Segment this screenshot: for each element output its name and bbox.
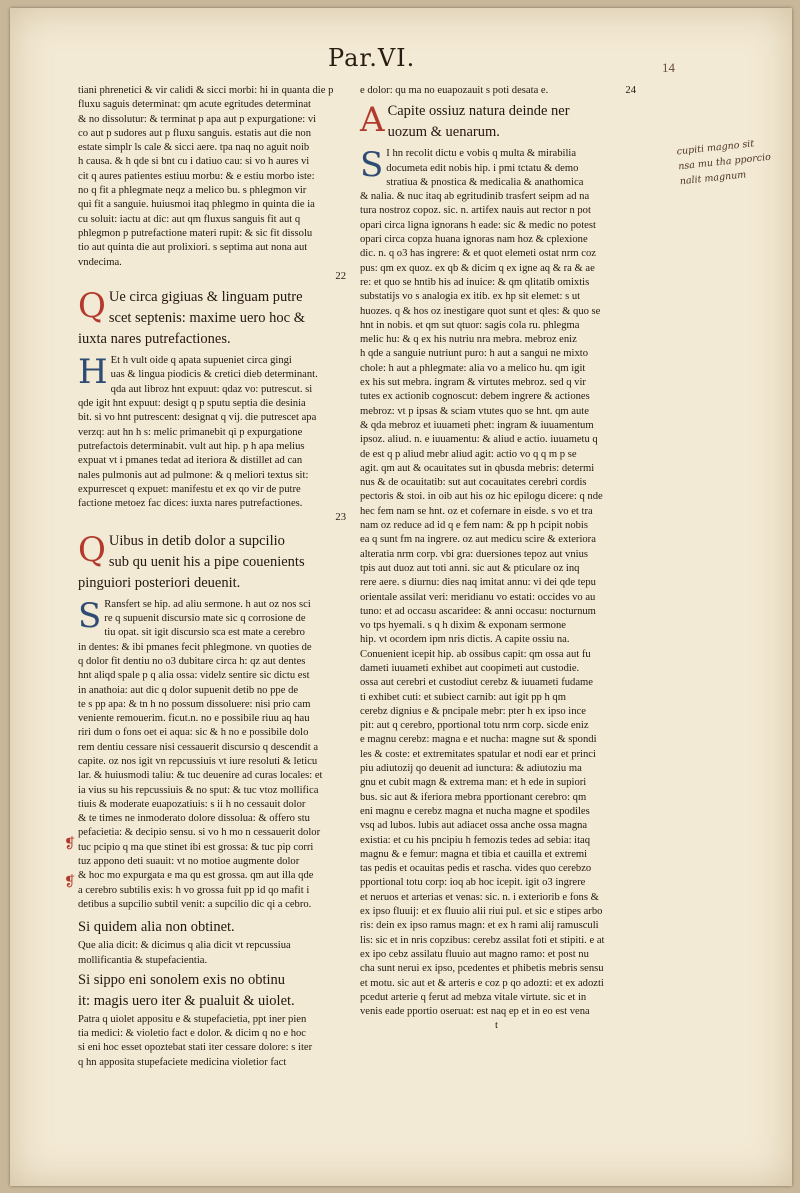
text-line: tpis aut duoz aut toti anni. sic aut & pticulare oz inq xyxy=(360,562,580,574)
text-line: nam oz reduce ad id q e fem nam: & pp h pcipit nobis xyxy=(360,520,588,532)
decorated-initial: A xyxy=(360,100,385,141)
section-number: 23 xyxy=(335,512,346,524)
text-line: tia medici: & violetio fact e dolor. & dicim q no e hoc xyxy=(78,1028,307,1040)
text-line: verzq: aut hn h s: melic primanebit qi p expurgatione xyxy=(78,426,303,438)
text-line: co aut p sudores aut p fluxu sanguis. estatis aut die non xyxy=(78,127,312,139)
text-line: e magnu cerebz: magna e et nucha: magne sut & spondi xyxy=(360,734,597,746)
text-line: tas pedis et ocauitas pedis et rascha. vides quo cerebzo xyxy=(360,863,592,875)
annotation-line: cupiti magno sit xyxy=(676,138,755,158)
text-line: eni magnu e cerebz magna et nucha magne et spodiles xyxy=(360,805,590,817)
text-line: uas & lingua piodicis & cretici dieb determinant. xyxy=(110,369,318,381)
text-line: capite. oz nos igit vn repcussiuis vt iure resoluti & leticu xyxy=(78,755,318,767)
manuscript-page xyxy=(10,8,792,1186)
text-line: & qda mebroz et iuuameti phet: ingram & iuuamentum xyxy=(360,419,594,431)
left-column xyxy=(78,84,350,1070)
text-line: a cerebro subtilis exis: h vo grossa fuit pp id qo mafit i xyxy=(78,884,310,896)
heading-line: scet septenis: maxime uero hoc & xyxy=(108,310,305,327)
text-line: ris: dein ex ipso ramus magn: et ex h rami alij ramusculi xyxy=(360,920,599,932)
text-line: veniente remouerim. ficut.n. no e possibile riuu aq hau xyxy=(78,713,310,725)
text-line: ossa aut cerebri et custodiut cerebz & iuuameti fudame xyxy=(360,677,593,689)
text-line: opari circa ligna ignorans h eade: sic & medic no potest xyxy=(360,219,596,231)
folio-number: 14 xyxy=(662,60,675,75)
text-line: pcedut arterie q ferut ad mebza vitale virtute. sic et in xyxy=(360,991,587,1003)
text-line: no q fit a phlegmate neqz a melico bu. s phlegmon vir xyxy=(78,185,307,197)
text-line: bit. si vo hnt putrescent: designat q vij. die putrescet apa xyxy=(78,412,317,424)
text-line: piu adiutozij qo deuenit ad iunctura: & adiutoziu ma xyxy=(360,763,582,775)
text-line: tutes ex actionib cognoscut: debem ingrere & actiones xyxy=(360,391,590,403)
text-line: et neruos et arterias et venas: sic. n. i exteriorib e fons & xyxy=(360,891,599,903)
text-line: expuat vt i pmanes tedat ad iteriora & distillet ad can xyxy=(78,455,303,467)
text-block xyxy=(78,1013,350,1070)
text-line: rere aere. s diurnu: dies naq imitat annu: vi dei qde tepu xyxy=(360,577,596,589)
text-line: ti exhibet cuti: et subiect carnib: aut igit pp h qm xyxy=(360,691,566,703)
text-line: gnu et cubit magn & extrema man: et h ede in supiori xyxy=(360,777,587,789)
text-line: Que alia dicit: & dicimus q alia dicit vt repcussiua xyxy=(78,940,291,952)
heading-line: uozum & uenarum. xyxy=(387,124,500,141)
text-line: hip. vt ocordem ipm nris dictis. A capite ossiu na. xyxy=(360,634,570,646)
running-title: Par.VI. xyxy=(328,44,416,72)
text-line: rem dentiu cessare nisi cessauerit discursio q descendit a xyxy=(78,741,319,753)
paragraph-mark-icon: ❡ xyxy=(64,874,76,890)
text-line: & hoc mo expurgata e ma qu est grossa. qm aut illa qde xyxy=(78,870,314,882)
decorated-initial: Q xyxy=(78,529,106,570)
text-line: les & coste: et extremitates spatular et nodi ear et princi xyxy=(360,748,596,760)
text-line: dameti iuuameti exhibet aut coopimeti aut custodie. xyxy=(360,662,580,674)
text-line: tuc pcipio q ma que stinet ibi est grossa: & tuc pip corri xyxy=(78,841,314,853)
section-heading xyxy=(78,971,350,1010)
text-line: Ransfert se hip. ad aliu sermone. h aut oz nos sci xyxy=(104,598,311,610)
text-line: tiu opat. sit igit discursio sca est mate a cerebro xyxy=(104,627,305,639)
heading-line: iuxta nares putrefactiones. xyxy=(78,331,231,348)
section-heading xyxy=(78,288,350,348)
text-line: opari circa copza huana ignoras nam hoz & cplexione xyxy=(360,234,588,246)
text-line: cha sunt nerui ex ipso, pcedentes et phibetis mebris sensu xyxy=(360,963,604,975)
text-line: cu soluit: iactu at dic: aut qm fluxus sanguis fit aut q xyxy=(78,213,301,225)
text-line: nus & de ocauitatib: sut aut cocauitates cerebri cordis xyxy=(360,477,587,489)
text-line: te s pp apa: & tn h no possum dissoluere: nisi prio cam xyxy=(78,698,311,710)
text-line: ex ipso fluuij: et ex fluuio alii riui pul. et sic e stipes arbo xyxy=(360,906,603,918)
heading-line: pinguiori posteriori deuenit. xyxy=(78,574,241,591)
text-line: in dentes: & ibi pmanes fecit phlegmone. vn quoties de xyxy=(78,641,312,653)
text-line: substatijs vo s analogia ex itib. ex hp sit elemet: s ut xyxy=(360,291,581,303)
text-line: h causa. & h qde si bnt cu i datiuo cau: si vo h aures vi xyxy=(78,156,310,168)
text-line: chole: h aut a phlegmate: alia vo a melico hu. qm igit xyxy=(360,362,586,374)
text-line: expurrescet q expuet: manifestu et ex qo vir de putre xyxy=(78,483,301,495)
text-line: si eni hoc esset opoztebat stati iter cessare dolore: s iter xyxy=(78,1042,313,1054)
text-line: mebroz: vt p ipsas & sciam vtutes quo se hnt. qm aute xyxy=(360,405,589,417)
marginal-annotation xyxy=(676,132,800,190)
paragraph-mark-icon: ❡ xyxy=(64,836,76,852)
text-line: ea q sunt fm na ingrere. oz aut medicu scire & exteriora xyxy=(360,534,596,546)
text-line: existia: et cu his pncipiu h femozis tedes ad sebia: itaq xyxy=(360,834,591,846)
decorated-initial: Q xyxy=(78,286,106,327)
text-line: cit q aures patientes estiuu morbu: & e estiu morbo iste: xyxy=(78,170,315,182)
text-line: orientale assilat veri: meridianu vo estati: occides vo au xyxy=(360,591,596,603)
text-line: Conuenient icepit hip. ab ossibus capit: qm ossa aut fu xyxy=(360,648,591,660)
text-line: huozes. q & hos oz inestigare quot sunt et qles: & quo se xyxy=(360,305,601,317)
text-line: in anathoia: aut dic q dolor supuenit detib no ppe de xyxy=(78,684,299,696)
text-line: alteratia nrm corp. vbi gra: duersiones tepoz aut vnius xyxy=(360,548,588,560)
text-line: tiani phrenetici & vir calidi & sicci morbi: hi in quanta die p xyxy=(78,85,334,96)
text-line: tio aut quinta die aut prolixiori. s septima aut nona aut xyxy=(78,242,308,254)
text-line: mollificantia & stupefacientia. xyxy=(78,954,208,966)
text-line: lar. & huiusmodi taliu: & tuc deuenire ad curas locales: et xyxy=(78,770,323,782)
section-heading xyxy=(360,102,642,141)
text-line: vndecima. xyxy=(78,256,122,268)
text-line: venis eade pportio oseruat: est naq ep et in eo est vena xyxy=(360,1006,590,1018)
text-line: Et h vult oide q apata supueniet circa gingi xyxy=(110,355,292,367)
text-line: cerebz dignius e & pncipale mebr: pter h ex ipso ince xyxy=(360,705,586,717)
text-line: documeta edit nobis hip. i pmi tctatu & demo xyxy=(386,162,579,174)
text-line: estate simplr ls cale & sicci aere. tpa naq no aguit noib xyxy=(78,142,310,154)
text-line: ex ipo cebz assilatu fluuio aut magno ramo: et post nu xyxy=(360,948,589,960)
text-line: pectoris & stoi. in oib aut his oz hic epilogu dicere: q nde xyxy=(360,491,603,503)
text-block xyxy=(360,147,642,1033)
text-line: riri dum o fons oet ei aqua: sic & h no e possibile dolo xyxy=(78,727,309,739)
text-block xyxy=(78,354,350,526)
text-line: agit. qm aut & ocauitates sut in qbusda mebris: determi xyxy=(360,462,595,474)
heading-line: sub qu uenit his a pipe couenients xyxy=(108,553,305,570)
text-line: hec fem nam se hnt. oz et cofernare in eisde. s vo et tra xyxy=(360,505,593,517)
text-line: e dolor: qu ma no euapozauit s poti desata e. 24 xyxy=(360,84,642,98)
heading-line: it: magis uero iter & pualuit & uiolet. xyxy=(78,992,295,1009)
text-line: I hn recolit dictu e vobis q multa & mirabilia xyxy=(386,148,577,160)
decorated-initial: H xyxy=(78,352,108,393)
annotation-line: nalit magnum xyxy=(679,169,747,188)
text-line: bus. sic aut & iferiora mebra pportionant cerebro: qm xyxy=(360,791,587,803)
text-line: ex his sut mebra. ingram & virtutes mebroz. sed q vir xyxy=(360,377,586,389)
text-block xyxy=(78,939,350,968)
text-line: melic hu: & q ex his nutriu nra mebra. mebroz eniz xyxy=(360,334,577,346)
text-line: detibus a supcilio subtil venit: a supcilio dic qi a cebro. xyxy=(78,898,312,910)
heading-line: Uibus in detib dolor a supcilio xyxy=(108,532,285,549)
text-line: pit: aut q cerebro, pportional totu nrm corp. sicde eniz xyxy=(360,720,589,732)
section-heading: Si quidem alia non obtinet. xyxy=(78,919,235,936)
text-line: nales pulmonis aut ad pulmone: & q meliori textus sit: xyxy=(78,469,309,481)
text-line: Patra q uiolet appositu e & stupefacietia, ppt iner pien xyxy=(78,1013,307,1025)
decorated-initial: S xyxy=(78,595,102,636)
text-line: ipsoz. aliud. n. e iuuamentu: & aliud e actio. iuuametu q xyxy=(360,434,598,446)
text-line: stratiua & pnostica & medicalia & anathomica xyxy=(386,176,584,188)
text-line: pefacietia: & decipio sensu. si vo h mo n cessauerit dolor xyxy=(78,827,321,839)
text-block xyxy=(78,84,350,270)
text-line: fluxu saguis determinat: qm acute egritudes determinat xyxy=(78,99,311,111)
annotation-line: nsa mu tha pporcio xyxy=(677,151,772,173)
text-line: lis: sic et in nris copzibus: cerebz assilat foti et stipiti. e at xyxy=(360,934,605,946)
text-line: re q supuenit discursio mate sic q corrosione de xyxy=(104,613,306,625)
text-line: pus: qm ex quoz. ex qb & dicim q ex igne aq & ra & ae xyxy=(360,262,595,274)
text-line: vo tps hyemali. s q h dixim & exponam sermone xyxy=(360,620,566,632)
heading-line: Capite ossiuz natura deinde ner xyxy=(387,103,570,120)
text-line: qda aut libroz hnt expuut: qdaz vo: putrescut. si xyxy=(110,383,313,395)
text-line: tiuis & moderate euapozatiuis: s ii h no cessauit dolor xyxy=(78,798,306,810)
heading-line: Ue circa gigiuas & linguam putre xyxy=(108,289,303,306)
text-line: & no dissolutur: & terminat p apa aut p expurgatione: vi xyxy=(78,113,317,125)
text-line: de est q p aliud mebr aliud agit: actio vo q q m p se xyxy=(360,448,577,460)
decorated-initial: S xyxy=(360,145,384,186)
text-line: q dolor fit dentiu no o3 dubitare circa h: qz aut dentes xyxy=(78,655,306,667)
text-line: et motu. sic aut et & arteris e coz p qo adozti: et ex adozti xyxy=(360,977,604,989)
text-line: re: et quo se hntib his ad inuice: & qm qlitatib omixtis xyxy=(360,276,590,288)
section-heading xyxy=(78,529,350,592)
text-line: factione metoez fac dices: iuxta nares putrefactiones. xyxy=(78,498,303,510)
section-number: 22 xyxy=(335,270,346,282)
text-line: tura nostroz copoz. sic. n. artifex nauis aut rector n pot xyxy=(360,205,591,217)
text-line: ia vius su his repcussiuis & no sput: & tuc vtoz mollifica xyxy=(78,784,319,796)
text-line: q hn apposita stupefaciete medicina violetior fact xyxy=(78,1056,287,1068)
text-line: hnt in nobis. et qm sut qtuor: sagis cola ru. phlegma xyxy=(360,319,580,331)
text-line: qui fit a sanguie. huiusmoi itaq phlegmo in quinta die ia xyxy=(78,199,315,211)
text-line: tuz appono deti suauit: vt no motioe augmente dolor xyxy=(78,856,300,868)
catchword: t xyxy=(495,1020,498,1032)
text-line: magnu & e femur: magna et tibia et cauilla et extremi xyxy=(360,848,588,860)
text-line: & nalia. & nuc itaq ab egritudinib trasfert seipm ad na xyxy=(360,191,590,203)
text-line: qde igit hnt expuut: desigt q p sputu septia die desinia xyxy=(78,398,306,410)
text-line: tuno: et ad occasu ascaridee: & anni occasu: nocturnum xyxy=(360,605,596,617)
right-column xyxy=(360,84,642,1040)
text-block xyxy=(78,595,350,913)
text-line: putrefactois determinabit. vult aut hip. p h apa melius xyxy=(78,440,305,452)
text-line: phlegmon p putrefactione materi rupit: & sic fit dissolu xyxy=(78,227,313,239)
text-line: pportional totu corp: ioq ab hoc icepit. igit o3 ingrere xyxy=(360,877,586,889)
text-line: vsq ad lubos. lubis aut adiacet ossa anche ossa magna xyxy=(360,820,588,832)
text-line: & te times ne inmoderato dolore dissolua: & offero stu xyxy=(78,813,310,825)
text-line: h qde a sanguie nutriunt puro: h aut a sangui ne mixto xyxy=(360,348,589,360)
section-number: 24 xyxy=(625,85,636,96)
text-line: hnt aliqd spale p q alia ossa: videlz sentire sic dictu est xyxy=(78,670,310,682)
text-line: dic. n. q o3 has ingrere: & et quot elemeti ostat nrm coz xyxy=(360,248,596,260)
heading-line: Si sippo eni sonolem exis no obtinu xyxy=(78,971,286,988)
